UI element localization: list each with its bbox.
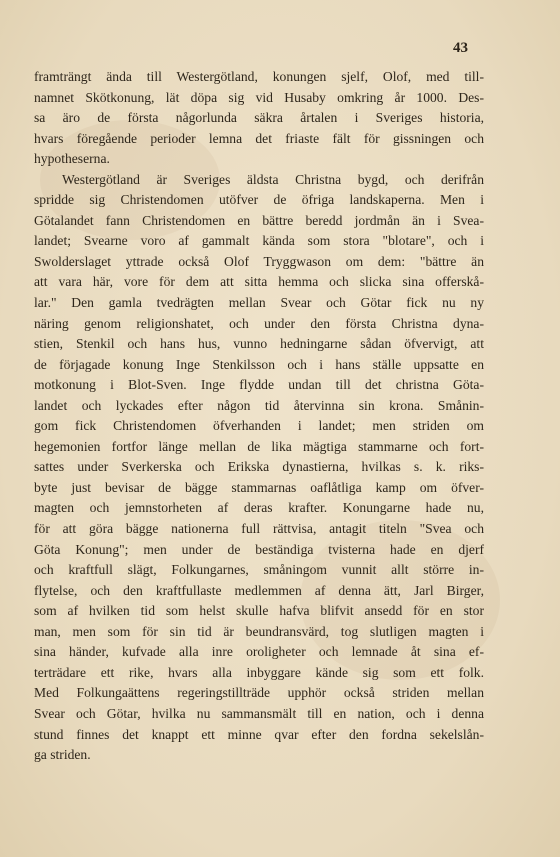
text-line: hegemonien fortfor länge mellan de lika mägtiga stammarne och fort- — [34, 438, 484, 454]
text-line: byte just bevisar de bägge stammarnas oaflåtliga kamp om öfver- — [34, 479, 484, 495]
text-line: namnet Skötkonung, lät döpa sig vid Husaby omkring år 1000. Des- — [34, 89, 484, 105]
text-line: lar." Den gamla tvedrägten mellan Svear och Götar fick nu ny — [34, 295, 484, 311]
text-line: ga striden. — [34, 747, 91, 763]
text-line: som af hvilken tid som helst skulle hafva blifvit ansedd för en stor — [34, 603, 484, 619]
text-line: Göta Konung"; men under de beständiga tvisterna hade en djerf — [34, 541, 484, 557]
text-line: terträdare ett rike, hvars alla inbyggare kände sig som ett folk. — [34, 664, 484, 680]
text-line: sina händer, kufvade alla inre oroligheter och lemnade åt sina ef- — [34, 644, 484, 660]
text-line: Götalandet fann Christendomen en bättre beredd jordmån än i Svea- — [34, 212, 484, 228]
text-line: flytelse, och den kraftfullaste medlemmen af denna ätt, Jarl Birger, — [34, 582, 484, 598]
body-text — [34, 67, 484, 766]
text-line: sattes under Sverkerska och Erikska dynastierna, hvilkas s. k. riks- — [34, 459, 484, 475]
text-line: Med Folkungaättens regeringstillträde upphör också striden mellan — [34, 685, 484, 701]
text-line: landet och lyckades efter någon tid återvinna sin krona. Smånin- — [34, 397, 484, 413]
text-line: hypotheserna. — [34, 151, 110, 167]
text-line: Swolderslaget yttrade också Olof Tryggwason om dem: "bättre än — [34, 253, 484, 269]
text-line: stien, Stenkil och hans hus, vunno hedningarne sådan öfvervigt, att — [34, 336, 484, 352]
text-line: Svear och Götar, hvilka nu sammansmält till en nation, och i denna — [34, 705, 484, 721]
text-line: magten och jemnstorheten af deras krafter. Konungarne hade nu, — [34, 500, 484, 516]
page-number: 43 — [453, 40, 468, 56]
text-line: landet; Svearne voro af gammalt kända som stora "blotare", och i — [34, 233, 484, 249]
text-line: för att göra bägge nationerna full rättvisa, antagit titeln "Svea och — [34, 521, 484, 537]
text-line: hvars föregående perioder lemna det friaste fält för gissningen och — [34, 130, 484, 146]
text-line: näring genom religionshatet, och under den första Christna dyna- — [34, 315, 484, 331]
text-line: och kraftfull slägt, Folkungarnes, småningom vunnit allt större in- — [34, 562, 484, 578]
text-line: stund finnes det knappt ett minne qvar efter den fordna sekelslån- — [34, 726, 484, 742]
text-line: framträngt ända till Westergötland, konungen sjelf, Olof, med till- — [34, 69, 484, 84]
text-line: gom fick Christendomen öfverhanden i landet; men striden om — [34, 418, 484, 434]
text-line: Westergötland är Sveriges äldsta Christna bygd, och derifrån — [62, 171, 484, 187]
text-line: man, men som för sin tid är beundransvärd, tog slutligen magten i — [34, 623, 484, 639]
text-line: sa äro de första någorlunda säkra årtalen i Sveriges historia, — [34, 110, 484, 126]
text-line: de förjagade konung Inge Stenkilsson och i hans ställe uppsatte en — [34, 356, 484, 372]
text-line: att vara här, vore för dem att sitta hemma och slicka sina offerskå- — [34, 274, 484, 290]
text-line: motkonung i Blot-Sven. Inge flydde undan till det christna Göta- — [34, 377, 484, 393]
text-line: spridde sig Christendomen utöfver de öfriga landskaperna. Men i — [34, 192, 484, 208]
